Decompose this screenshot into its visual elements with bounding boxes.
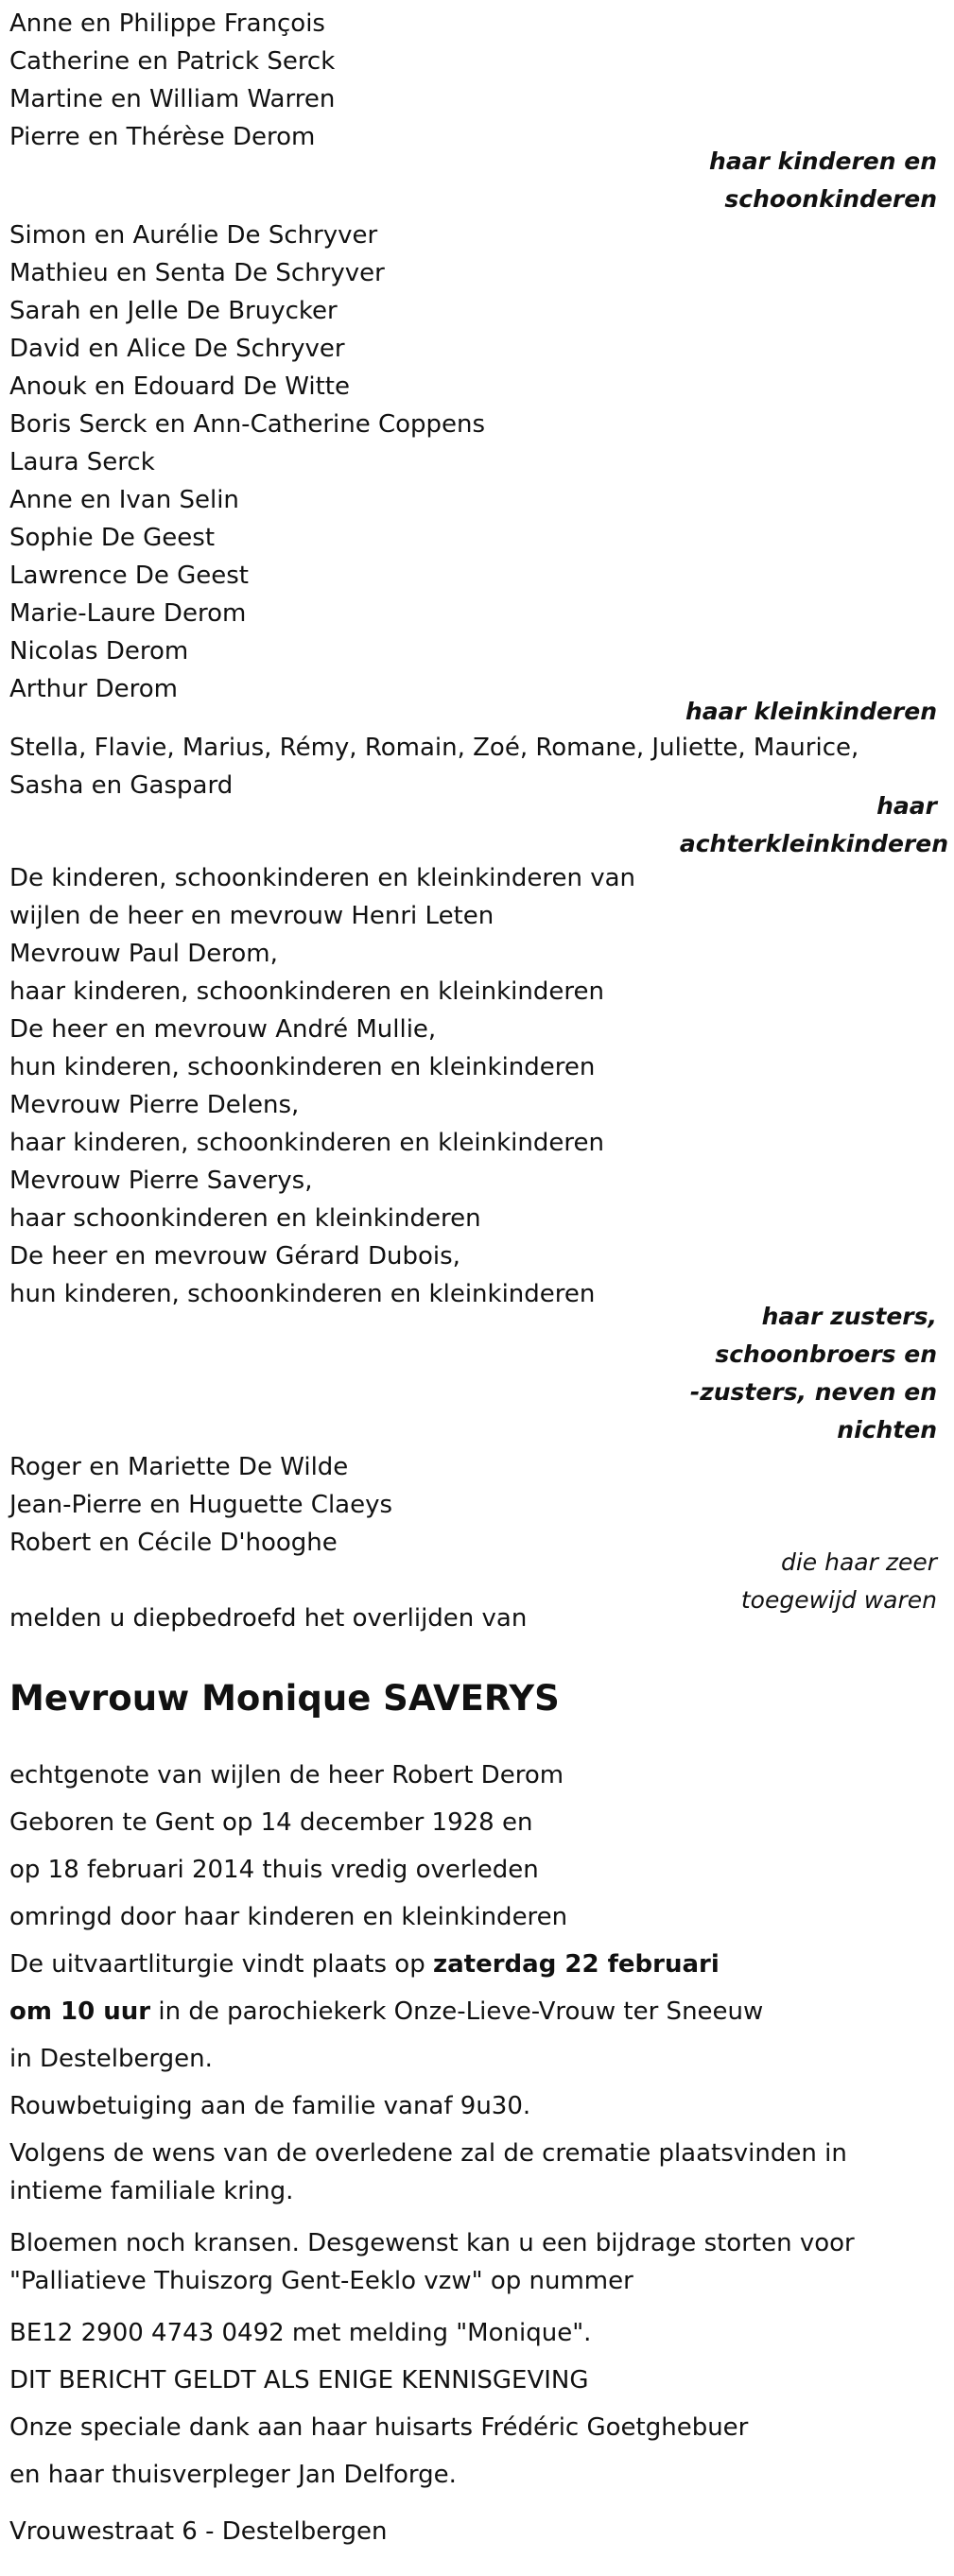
address-text: Vrouwestraat 6 - Destelbergen — [9, 2517, 388, 2546]
list-item: De kinderen, schoonkinderen en kleinkinderen van — [9, 864, 636, 892]
siblings-list — [9, 859, 945, 1313]
list-item: Anne en Philippe François — [9, 9, 325, 38]
notice-line: DIT BERICHT GELDT ALS ENIGE KENNISGEVING — [9, 2366, 589, 2394]
grandchildren-list — [9, 216, 945, 708]
condolence-line: Rouwbetuiging aan de familie vanaf 9u30. — [9, 2092, 531, 2120]
list-item: Anne en Ivan Selin — [9, 486, 239, 514]
list-item: Mevrouw Paul Derom, — [9, 940, 278, 968]
list-item: Mevrouw Pierre Saverys, — [9, 1167, 313, 1195]
list-item: Lawrence De Geest — [9, 562, 249, 590]
list-item: Mathieu en Senta De Schryver — [9, 259, 385, 287]
list-item: Arthur Derom — [9, 675, 178, 703]
details-section — [9, 1752, 945, 2498]
announcement-text: melden u diepbedroefd het overlijden van — [9, 1604, 528, 1633]
list-item: Mevrouw Pierre Delens, — [9, 1091, 300, 1119]
devoted-relation-label: die haar zeer toegewijd waren — [740, 1548, 937, 1614]
list-item: Marie-Laure Derom — [9, 599, 247, 628]
funeral-line: De uitvaartliturgie vindt plaats op zaterdag 22 februari — [9, 1950, 720, 1979]
cremation-paragraph: Volgens de wens van de overledene zal de crematie plaatsvinden in intieme familiale kring. — [9, 2139, 847, 2205]
children-list — [9, 5, 945, 156]
flowers-paragraph: Bloemen noch kransen. Desgewenst kan u een bijdrage storten voor "Palliatieve Thuiszorg Gent-Eeklo vzw" op nummer — [9, 2229, 855, 2295]
list-item: Anouk en Edouard De Witte — [9, 372, 350, 401]
funeral-time-line: om 10 uur in de parochiekerk Onze-Lieve-Vrouw ter Sneeuw — [9, 1997, 764, 2026]
list-item: Jean-Pierre en Huguette Claeys — [9, 1491, 393, 1519]
list-item: Boris Serck en Ann-Catherine Coppens — [9, 410, 486, 439]
list-item: Roger en Mariette De Wilde — [9, 1453, 349, 1481]
list-item: Simon en Aurélie De Schryver — [9, 221, 378, 250]
list-item: De heer en mevrouw André Mullie, — [9, 1015, 437, 1044]
list-item: wijlen de heer en mevrouw Henri Leten — [9, 902, 494, 930]
list-item: De heer en mevrouw Gérard Dubois, — [9, 1242, 460, 1271]
list-item: Catherine en Patrick Serck — [9, 47, 336, 76]
account-line: BE12 2900 4743 0492 met melding "Monique". — [9, 2319, 592, 2347]
list-item: Nicolas Derom — [9, 637, 189, 666]
list-item: haar kinderen, schoonkinderen en kleinkinderen — [9, 977, 604, 1006]
death-line: op 18 februari 2014 thuis vredig overleden — [9, 1856, 539, 1884]
surrounded-line: omringd door haar kinderen en kleinkinderen — [9, 1903, 568, 1931]
great-grandchildren-relation-label: haar achterkleinkinderen — [679, 792, 948, 857]
list-item: Robert en Cécile D'hooghe — [9, 1529, 338, 1557]
list-item: Sophie De Geest — [9, 524, 216, 552]
list-item: hun kinderen, schoonkinderen en kleinkinderen — [9, 1280, 596, 1308]
siblings-relation-label: haar zusters, schoonbroers en -zusters, neven en nichten — [689, 1303, 937, 1444]
funeral-date: zaterdag 22 februari — [432, 1950, 720, 1979]
thanks-line: en haar thuisverpleger Jan Delforge. — [9, 2461, 457, 2489]
announcement — [9, 1599, 945, 1637]
list-item: Pierre en Thérèse Derom — [9, 123, 316, 151]
list-item: haar schoonkinderen en kleinkinderen — [9, 1204, 481, 1233]
list-item: David en Alice De Schryver — [9, 335, 345, 363]
thanks-line: Onze speciale dank aan haar huisarts Frédéric Goetghebuer — [9, 2413, 749, 2442]
birth-line: Geboren te Gent op 14 december 1928 en — [9, 1808, 533, 1837]
deceased-name: Mevrouw Monique SAVERYS — [9, 1678, 560, 1719]
address — [9, 2513, 945, 2550]
list-item: Martine en William Warren — [9, 85, 336, 113]
list-item: haar kinderen, schoonkinderen en kleinkinderen — [9, 1129, 604, 1157]
list-item: hun kinderen, schoonkinderen en kleinkinderen — [9, 1053, 596, 1081]
spouse-line: echtgenote van wijlen de heer Robert Derom — [9, 1761, 564, 1789]
funeral-time: om 10 uur — [9, 1997, 151, 2026]
grandchildren-relation-label: haar kleinkinderen — [685, 698, 937, 725]
funeral-town-line: in Destelbergen. — [9, 2045, 213, 2073]
list-item: Sarah en Jelle De Bruycker — [9, 297, 338, 325]
list-item: Sasha en Gaspard — [9, 771, 234, 800]
list-item: Laura Serck — [9, 448, 155, 476]
list-item: Stella, Flavie, Marius, Rémy, Romain, Zoé, Romane, Juliette, Maurice, — [9, 734, 859, 762]
children-relation-label: haar kinderen en schoonkinderen — [709, 147, 937, 213]
